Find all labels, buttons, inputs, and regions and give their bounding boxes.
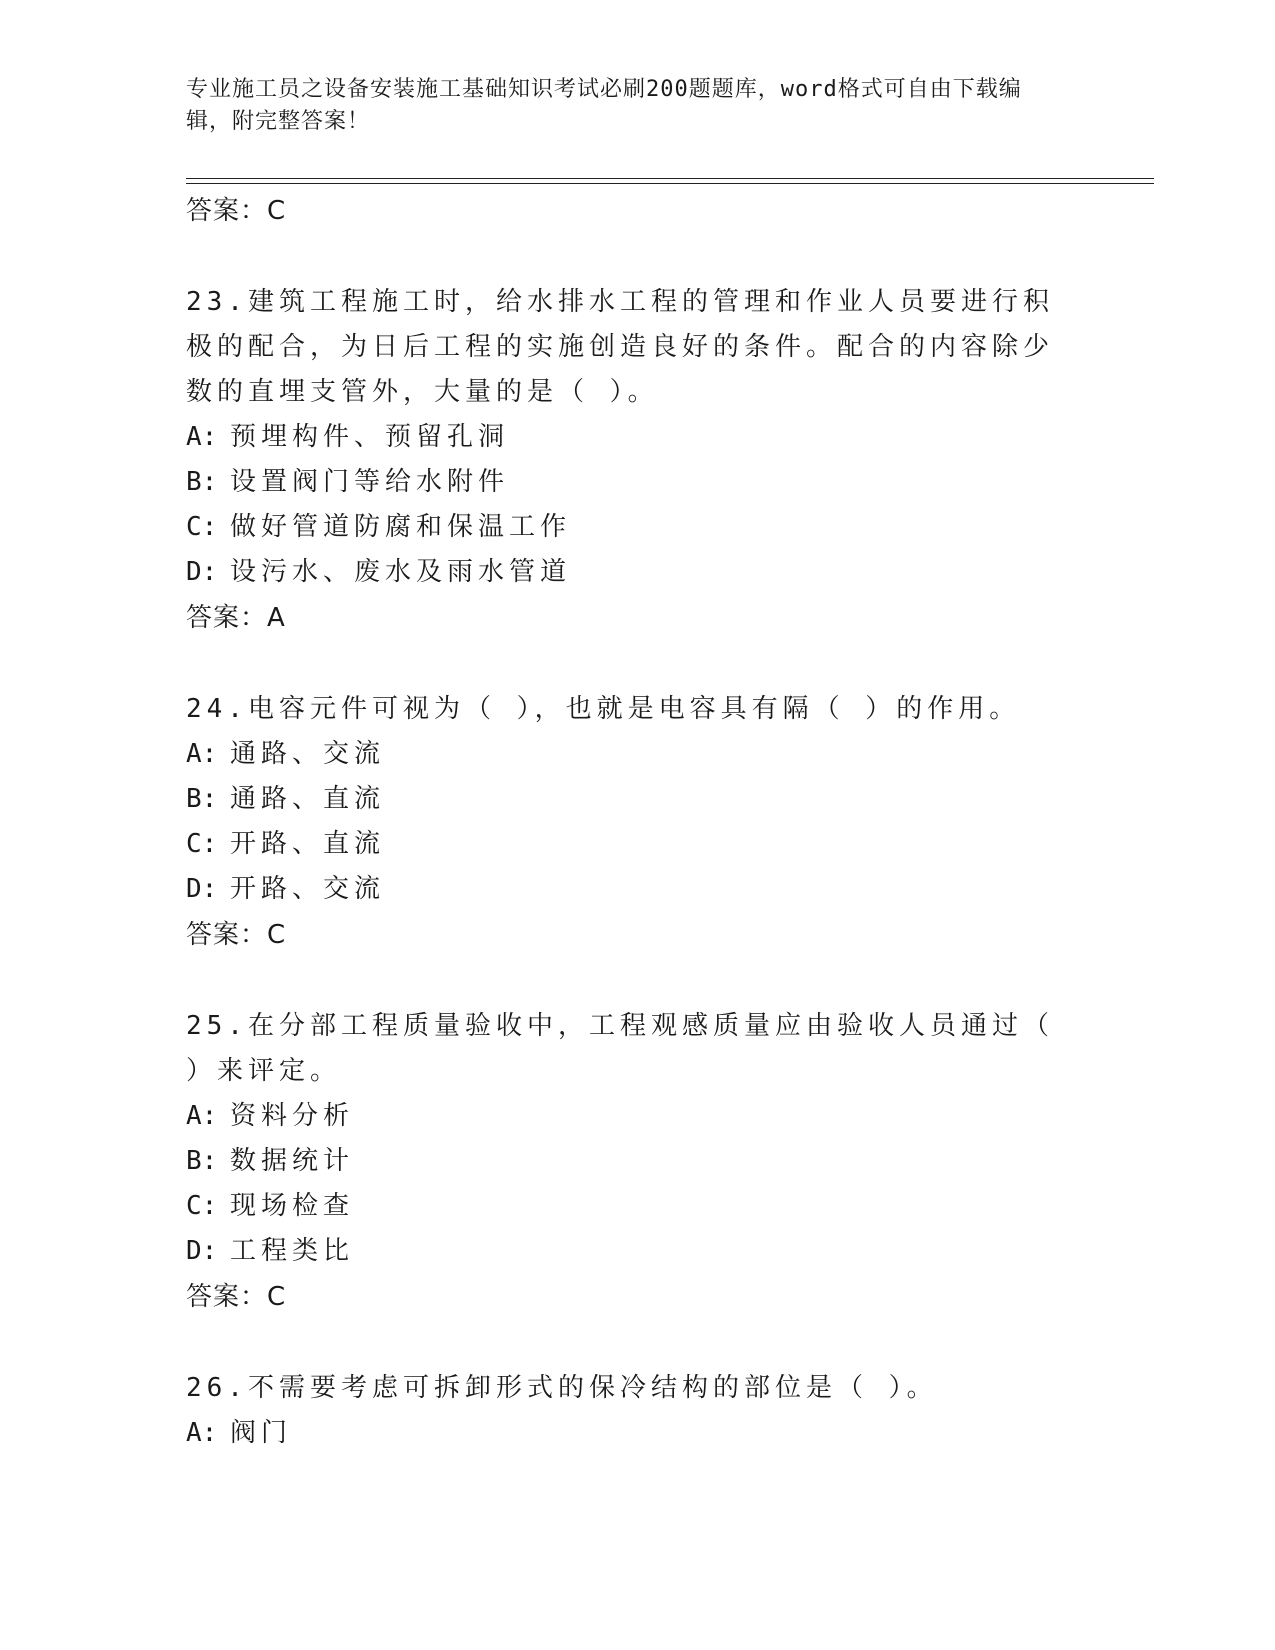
answer-line: 答案：C xyxy=(186,920,287,950)
option-key: D: xyxy=(186,1236,218,1266)
option-d xyxy=(186,1229,1076,1274)
option-b xyxy=(186,1139,1076,1184)
option-text: 开路、交流 xyxy=(230,874,386,904)
option-key: B: xyxy=(186,467,218,497)
option-b xyxy=(186,460,1076,505)
option-text: 设污水、废水及雨水管道 xyxy=(230,557,572,587)
option-key: A: xyxy=(186,1418,218,1448)
question-list xyxy=(186,188,1076,1456)
answer-line: 答案：C xyxy=(186,196,287,226)
question-block xyxy=(186,687,1076,958)
option-text: 做好管道防腐和保温工作 xyxy=(230,512,572,542)
option-c xyxy=(186,822,1076,867)
option-key: A: xyxy=(186,422,218,452)
question-text: 24.电容元件可视为（ ），也就是电容具有隔（ ）的作用。 xyxy=(186,694,1021,724)
option-d xyxy=(186,550,1076,595)
option-key: B: xyxy=(186,784,218,814)
question-block xyxy=(186,1004,1076,1320)
option-key: A: xyxy=(186,739,218,769)
option-text: 开路、直流 xyxy=(230,829,386,859)
option-text: 工程类比 xyxy=(230,1236,355,1266)
answer-line: 答案：A xyxy=(186,603,286,633)
option-a xyxy=(186,732,1076,777)
question-block xyxy=(186,1366,1076,1456)
option-text: 资料分析 xyxy=(230,1101,355,1131)
header-divider xyxy=(186,178,1154,184)
option-c xyxy=(186,1184,1076,1229)
option-key: C: xyxy=(186,829,218,859)
option-text: 设置阀门等给水附件 xyxy=(230,467,510,497)
option-d xyxy=(186,867,1076,912)
option-key: B: xyxy=(186,1146,218,1176)
question-text: 25.在分部工程质量验收中，工程观感质量应由验收人员通过（ ）来评定。 xyxy=(186,1011,1054,1086)
option-c xyxy=(186,505,1076,550)
option-key: D: xyxy=(186,557,218,587)
option-text: 阀门 xyxy=(230,1418,293,1448)
option-key: C: xyxy=(186,512,218,542)
option-a xyxy=(186,1094,1076,1139)
option-key: D: xyxy=(186,874,218,904)
question-text: 26.不需要考虑可拆卸形式的保冷结构的部位是（ ）。 xyxy=(186,1373,938,1403)
option-key: C: xyxy=(186,1191,218,1221)
option-a xyxy=(186,415,1076,460)
option-text: 通路、交流 xyxy=(230,739,386,769)
option-key: A: xyxy=(186,1101,218,1131)
question-text: 23.建筑工程施工时，给水排水工程的管理和作业人员要进行积极的配合，为日后工程的实施创造良好的条件。配合的内容除少数的直埋支管外，大量的是（ ）。 xyxy=(186,287,1055,407)
page-header xyxy=(186,74,1066,138)
option-text: 现场检查 xyxy=(230,1191,355,1221)
option-text: 预埋构件、预留孔洞 xyxy=(230,422,510,452)
header-text: 专业施工员之设备安装施工基础知识考试必刷200题题库，word格式可自由下载编辑，附完整答案！ xyxy=(186,77,1022,134)
option-text: 通路、直流 xyxy=(230,784,386,814)
question-block xyxy=(186,280,1076,641)
option-a xyxy=(186,1411,1076,1456)
answer-line: 答案：C xyxy=(186,1282,287,1312)
option-b xyxy=(186,777,1076,822)
option-text: 数据统计 xyxy=(230,1146,355,1176)
